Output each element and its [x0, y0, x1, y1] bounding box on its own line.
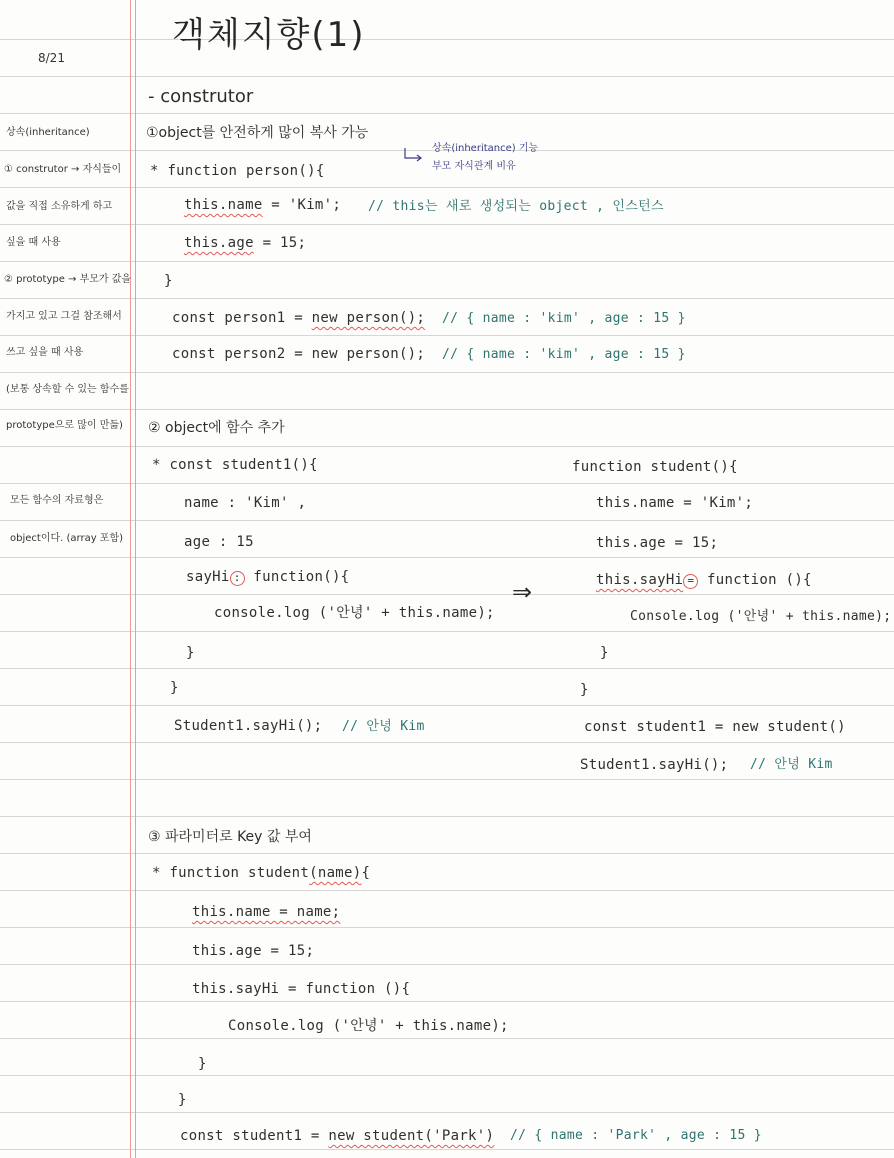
code-line: function student(){	[572, 459, 738, 475]
arrow-icon	[402, 146, 426, 164]
code-line: * const student1(){	[152, 457, 318, 473]
code-line: this.age = 15;	[192, 943, 315, 959]
sidebar-line: (보통 상속할 수 있는 함수를	[6, 384, 129, 395]
sidebar-line: 값을 직접 소유하게 하고	[6, 201, 113, 212]
code-line: age : 15	[184, 534, 254, 550]
code-line: }	[186, 645, 195, 661]
sidebar-line: object이다. (array 포함)	[10, 533, 124, 544]
code-comment: // 안녕 Kim	[750, 757, 833, 772]
code-line: this.sayHi = function (){	[192, 981, 411, 997]
code-line: }	[198, 1056, 207, 1072]
code-comment: // { name : 'kim' , age : 15 }	[442, 347, 686, 362]
sidebar-line: 싶을 때 사용	[6, 237, 61, 248]
code-line	[186, 570, 349, 586]
highlighted-code: this.age	[184, 235, 254, 251]
code-comment: // { name : 'Park' , age : 15 }	[510, 1128, 762, 1143]
code-fragment: function(){	[244, 569, 350, 585]
highlighted-equals: =	[683, 574, 698, 589]
code-line: }	[580, 682, 589, 698]
annotation-parent-child: 부모 자식관계 비유	[432, 161, 516, 172]
code-fragment: * function student	[152, 865, 310, 881]
highlighted-code: new student('Park')	[328, 1128, 495, 1144]
sidebar-line: 상속(inheritance)	[6, 127, 90, 138]
highlighted-colon: :	[230, 571, 245, 586]
highlighted-code: this.sayHi	[596, 572, 684, 588]
sidebar-line: 쓰고 싶을 때 사용	[6, 347, 84, 358]
code-line: Console.log ('안녕' + this.name);	[228, 1018, 509, 1034]
sidebar-line: 가지고 있고 그걸 참조해서	[6, 311, 122, 322]
code-fragment: const person1 =	[172, 310, 312, 326]
highlighted-code: (name)	[309, 865, 362, 881]
code-line	[184, 236, 306, 250]
code-line	[180, 1129, 494, 1143]
highlighted-code: this.name = name;	[192, 904, 341, 920]
highlighted-code: new person();	[311, 310, 426, 326]
code-line: }	[170, 680, 179, 696]
sidebar-line: 모든 함수의 자료형은	[10, 495, 104, 506]
code-fragment: = 15;	[253, 235, 307, 251]
part2-heading: ② object에 함수 추가	[148, 420, 285, 436]
code-fragment: {	[361, 865, 371, 881]
page-title: 객체지향(1)	[172, 15, 366, 55]
code-line: Console.log ('안녕' + this.name);	[630, 609, 892, 624]
code-fragment: const student1 =	[180, 1128, 329, 1144]
margin-line-left	[130, 0, 131, 1158]
section-heading: - construtor	[148, 86, 254, 107]
sidebar-line: ① construtor → 자식들이	[4, 164, 122, 175]
code-line: this.name = 'Kim';	[596, 495, 754, 511]
code-line	[184, 198, 341, 212]
code-fragment: function (){	[698, 572, 812, 588]
sidebar-line: ② prototype → 부모가 값을	[4, 274, 132, 285]
part3-heading: ③ 파라미터로 Key 값 부여	[148, 829, 312, 845]
code-line	[172, 311, 425, 325]
code-fragment: sayHi	[186, 569, 230, 585]
margin-line-right	[135, 0, 136, 1158]
highlighted-code: this.name	[184, 197, 263, 213]
date-label: 8/21	[38, 51, 65, 65]
code-line: Student1.sayHi();	[580, 757, 729, 773]
code-comment: // { name : 'kim' , age : 15 }	[442, 311, 686, 326]
code-line: console.log ('안녕' + this.name);	[214, 605, 495, 621]
code-line: Student1.sayHi();	[174, 718, 323, 734]
implies-arrow-icon: ⇒	[512, 578, 533, 606]
code-line: * function person(){	[150, 163, 325, 179]
part1-heading: ①object를 안전하게 많이 복사 가능	[146, 125, 369, 141]
sidebar-line: prototype으로 많이 만듦)	[6, 420, 123, 431]
code-line: const person2 = new person();	[172, 346, 426, 362]
code-line: }	[178, 1092, 187, 1108]
code-comment: // 안녕 Kim	[342, 719, 425, 734]
code-line: }	[600, 645, 609, 661]
code-line	[152, 866, 370, 880]
code-fragment: = 'Kim';	[262, 197, 342, 213]
code-line: name : 'Kim' ,	[184, 495, 307, 511]
code-comment: // this는 새로 생성되는 object , 인스턴스	[368, 199, 664, 214]
code-line: this.age = 15;	[596, 535, 719, 551]
code-line	[596, 573, 812, 589]
annotation-inheritance: 상속(inheritance) 기능	[432, 143, 539, 154]
code-line: const student1 = new student()	[584, 719, 846, 735]
code-line: }	[164, 273, 173, 289]
